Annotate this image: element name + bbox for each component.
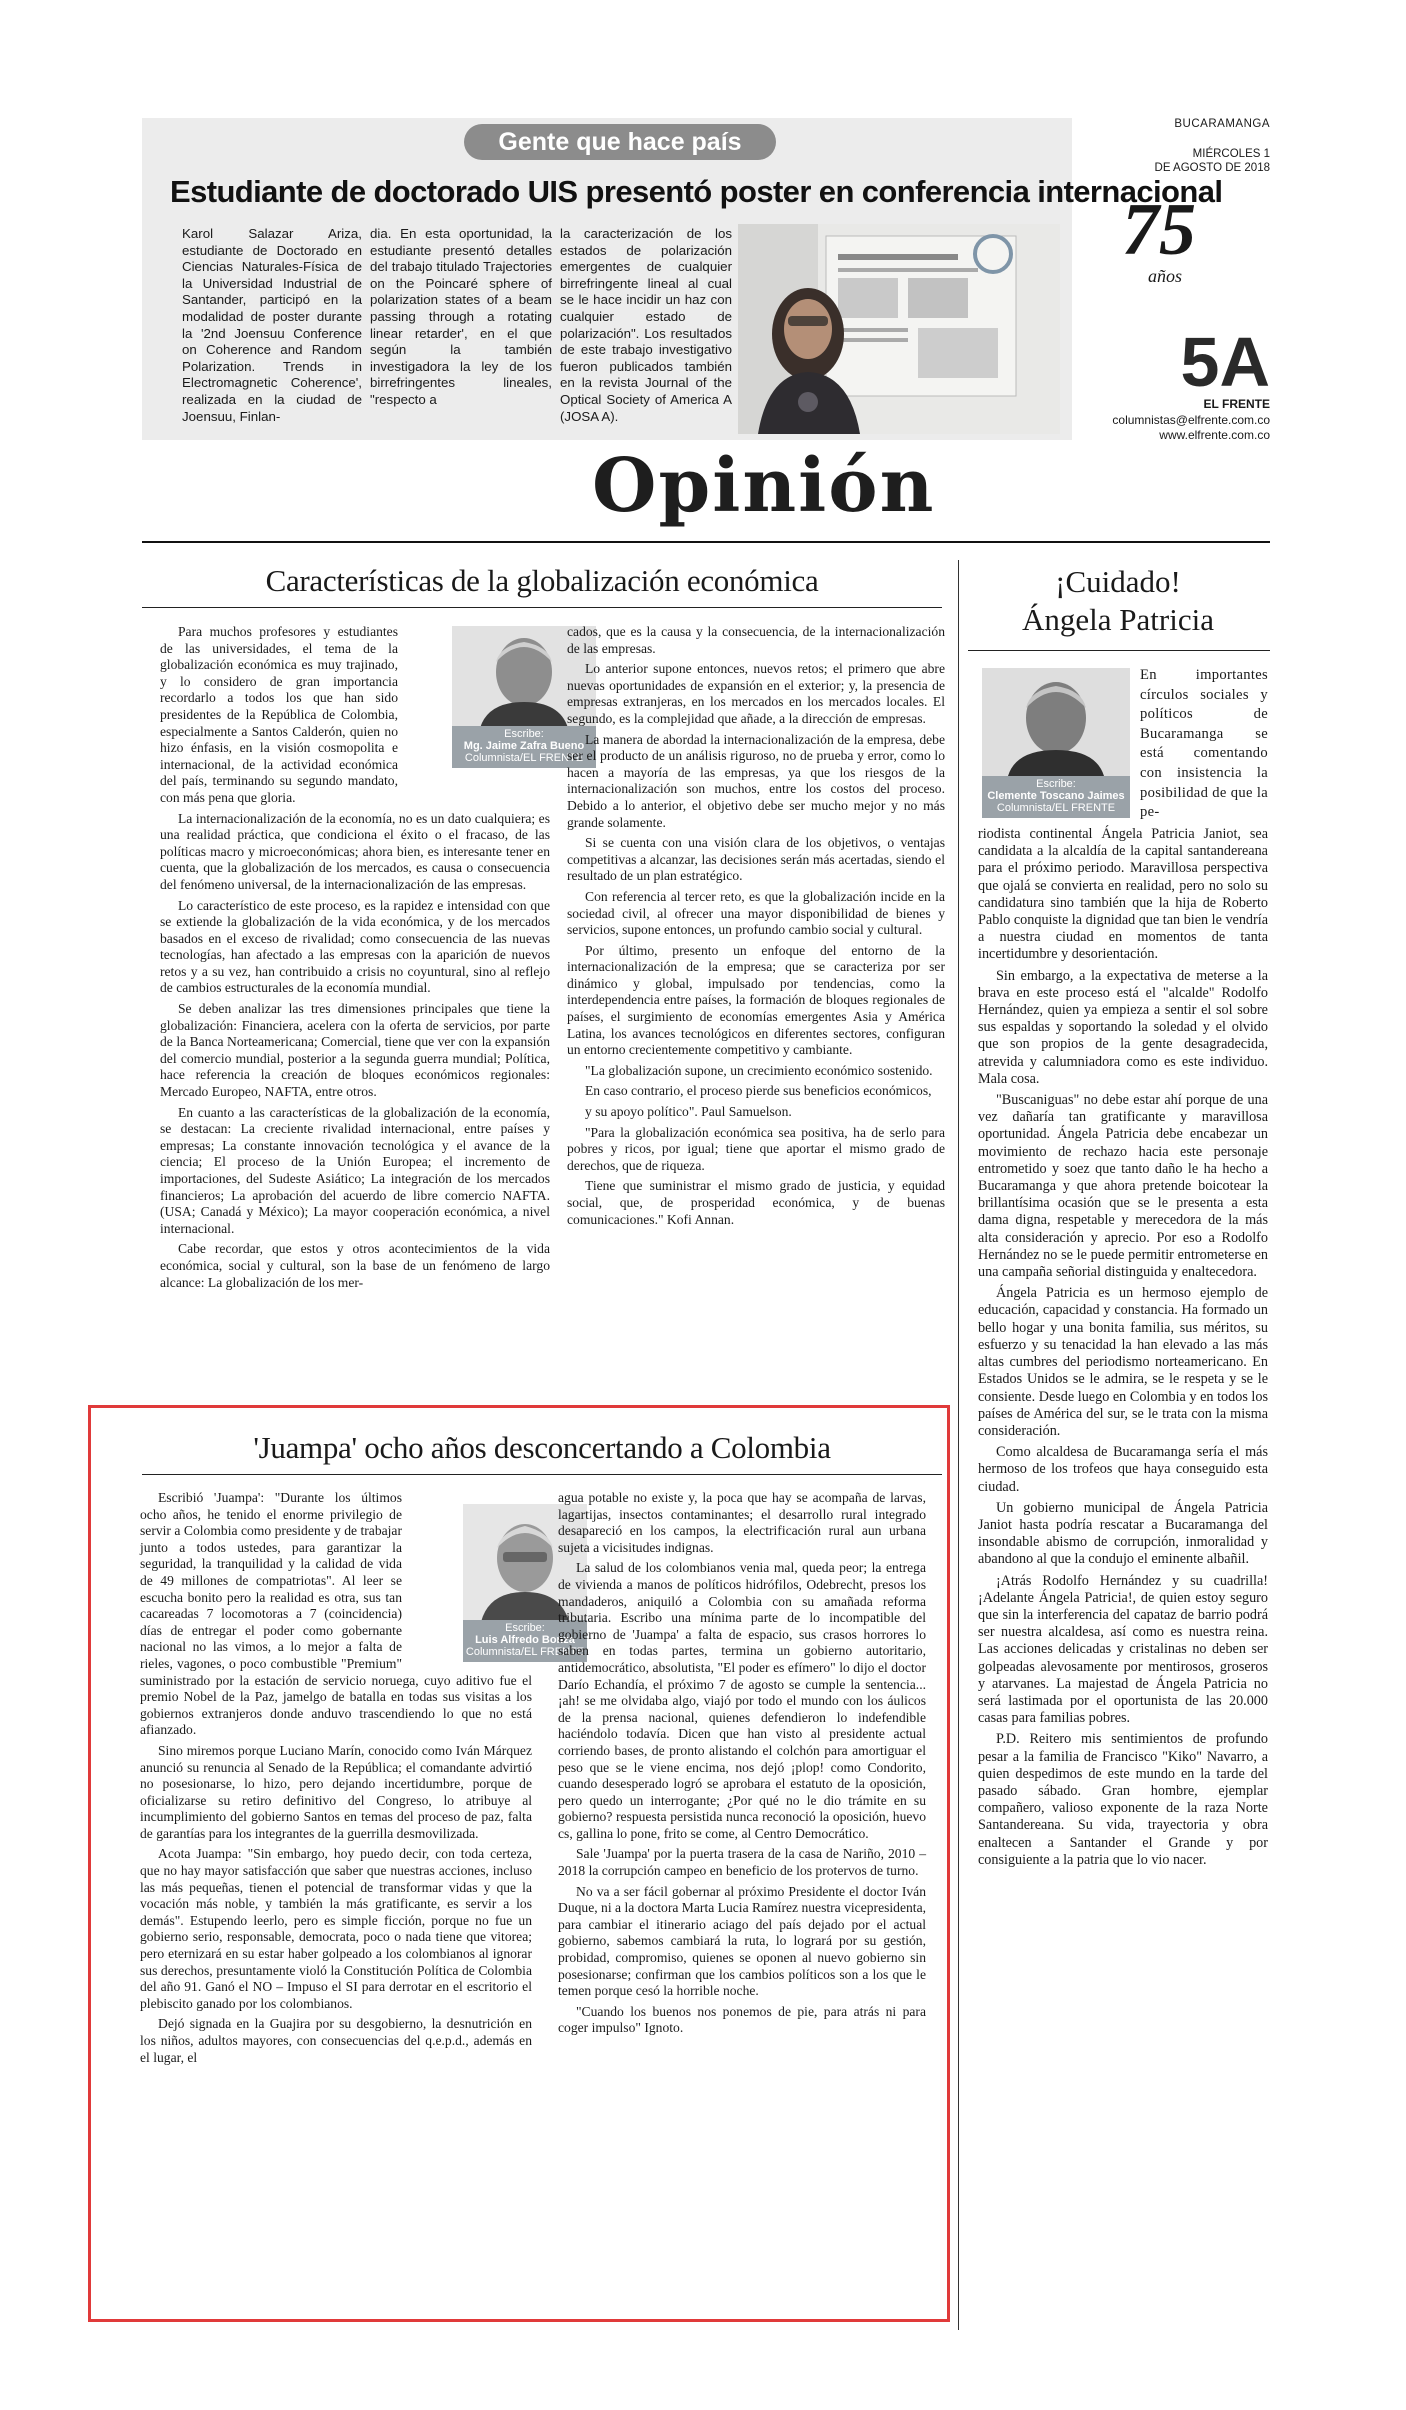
masthead-date-line1: MIÉRCOLES 1	[1192, 148, 1270, 160]
article1-para: La internacionalización de la economía, no es un dato cualquiera; es una realidad práctica, que condiciona el éxito o el fracaso, de las políticas macro y microeconómicas; ahora bien, es interesante tener en cuenta, que la globalización de los mercados, es causa o consecuencia del fenómeno universal, de la internacionalización de las empresas.	[160, 810, 550, 892]
section-title: Opinión	[592, 443, 936, 529]
article2-para: Acota Juampa: "Sin embargo, hoy puedo decir, con toda certeza, que no hay mayor satisfacción que saber que nuestras acciones, incluso las más pequeñas, tienen el potencial de transformar vidas y que la vocación más noble, y también la más gratificante, es servir a los demás". Estupendo leerlo, pero es simple ficción, porque no fue un gobierno serio, responsable, democrata, poco o nada tiene que vitorea; pero eternizará en su estar haber golpeado a los colombianos al ignorar sus derechos, presuntamente violó la Constitución Política de Colombia del año 91. Ganó el NO – Impuso el SI para derrotar en el escritorio el plebiscito ganado por los colombianos.	[140, 1846, 532, 2011]
article2-para: agua potable no existe y, la poca que hay se acompaña de larvas, lagartijas, insectos contaminantes; el desarrollo rural integrado desapareció en los campos, la electrificación rural aun urbana sujeta a vicisitudes indignas.	[558, 1490, 926, 1555]
paper-name: EL FRENTE	[1203, 397, 1270, 411]
article1-quote: Tiene que suministrar el mismo grado de justicia, y equidad social, que, de prosperidad económica, y de buenas comunicaciones." Kofi Annan.	[567, 1178, 945, 1227]
masthead-date	[1150, 147, 1270, 175]
article2-title: 'Juampa' ocho años desconcertando a Colombia	[253, 1430, 831, 1465]
feature-col-2: dia. En esta oportunidad, la estudiante presentó detalles del trabajo titulado Trajectories on the Poincaré sphere of polarization states of a beam passing through a rotating linear retarder', en el que según la también investigadora la ley de los birrefringentes lineales, "respecto a	[370, 226, 552, 407]
article1-para: Para muchos profesores y estudiantes de las universidades, el tema de la globalización económica es muy trajinado, y lo considero de gran importancia recordarlo a todos los que han sido presidentes de la República de Colombia, especialmente a Santos Calderón, quien no hizo énfasis, en la visión cosmopolita e internacional, de la actividad económica del país, terminando su segundo mandato, con más pena que gloria.	[160, 624, 398, 805]
article1-para: Si se cuenta con una visión clara de los objetivos, o ventajas competitivas a alcanzar, las decisiones serán más acertadas, siendo el resultado de un plan estratégico.	[567, 835, 945, 884]
article2-col-2	[558, 1490, 926, 2041]
author-label: Escribe:	[1036, 778, 1076, 790]
page-number: 5A	[1180, 323, 1270, 401]
article3-title-line1: ¡Cuidado!	[1055, 564, 1181, 599]
article3-para: "Buscaniguas" no debe estar ahí porque de una vez dañaría tan gratificante y maravillosa oportunidad. Ángela Patricia debe encabezar un movimiento de rechazo hacia este personaje entrometido y soez que tanto daño le ha hecho a Bucaramanga y que ahora pretende boicotear la brillantísima ocasión que se le presenta a esta dama digna, respetable y merecedora de la más alta consideración y aprecio. Por eso a Rodolfo Hernández no se le puede permitir entrometerse en una campaña señorial distinguida y enaltecedora.	[978, 1092, 1268, 1281]
author-label: Escribe:	[504, 728, 544, 740]
article2-para: Sino miremos porque Luciano Marín, conocido como Iván Márquez anunció su renuncia al Senado de la República; el comandante advirtió no posesionarse, lo hizo, pero dejando incertidumbre, porque de oficializarse su retiro definitivo del Congreso, lo atribuye al incumplimiento del gobierno Santos en temas del proceso de paz, falta de garantías para los integrantes de la guerrilla desmovilizada.	[140, 1742, 532, 1841]
anniversary-number: 75	[1122, 189, 1196, 271]
article1-para: Cabe recordar, que estos y otros acontecimientos de la vida económica, social y cultural, son la base de un fenómeno de largo alcance: La globalización de los mer-	[160, 1241, 550, 1290]
article1-para: Por último, presento un enfoque del entorno de la internacionalización de la empresa; que se caracteriza por ser dinámico y global, impulsado por tendencias, como la interdependencia entre países, la formación de bloques regionales de países, el surgimiento de economías emergentes Asia y América Latina, los avances tecnológicos en diferentes sectores, configuran un entorno crecientemente competitivo y cambiante.	[567, 942, 945, 1058]
article1-para: La manera de abordad la internacionalización de la empresa, debe ser el producto de un análisis riguroso, no de prueba y error, como lo hacen a mayoría de las empresas, ya que los riesgos de la internacionalización son muchos, entre los costos del proceso. Debido a lo anterior, el objetivo debe ser mucho mejor y no más grande solamente.	[567, 731, 945, 830]
feature-col-1: Karol Salazar Ariza, estudiante de Doctorado en Ciencias Naturales-Física de la Universidad Industrial de Santander, participó en la modalidad de poster durante la '2nd Joensuu Conference on Coherence and Random Polarization. Trends in Electromagnetic Coherence', realizada en la ciudad de Joensuu, Finlan-	[182, 226, 362, 424]
article1-quote: En caso contrario, el proceso pierde sus beneficios económicos,	[585, 1083, 932, 1099]
author-label: Escribe:	[505, 1622, 545, 1634]
author-name: Luis Alfredo Bonza	[475, 1634, 575, 1646]
article3-title	[968, 563, 1268, 639]
article2-para: Dejó signada en la Guajira por su desgobierno, la desnutrición en los niños, adultos mayores, con consecuencias del q.e.p.d., además en el lugar, el	[140, 2016, 532, 2065]
article3-para: Sin embargo, a la expectativa de meterse a la brava en este proceso está el "alcalde" Rodolfo Hernández, quien ya empieza a sentir el sol sobre sus espaldas y soportando la soledad y el olvido que son propios de la gente desagradecida, atrevida y calumniadora como es este individuo. Mala cosa.	[978, 967, 1268, 1087]
author-role: Columnista/EL FRENTE	[996, 802, 1116, 814]
anniversary-word: años	[1148, 266, 1183, 286]
contact-email: columnistas@elfrente.com.co	[1112, 413, 1270, 427]
article1-para: cados, que es la causa y la consecuencia, de la internacionalización de las empresas.	[567, 624, 945, 656]
article3-para: Ángela Patricia es un hermoso ejemplo de educación, capacidad y constancia. Ha formado un bello hogar y una bonita familia, sus méritos, su esfuerzo y su tenacidad la han elevado a las más altas cumbres del periodismo norteamericano. En Estados Unidos se le admira, se le respeta y se le consiente. Desde luego en Colombia y en todos los países de América del sur, se le trata con la misma consideración.	[978, 1285, 1268, 1439]
article1-para: Lo característico de este proceso, es la rapidez e intensidad con que se extiende la globalización de la vida económica, y de los mercados basados en el exceso de rivalidad; como consecuencia de las nuevas tecnologías, han afectado a las empresas con la aparición de nuevos retos y a su vez, han contribuido a crisis no coyuntural, sino al reflejo de cambios estructurales de la economía mundial.	[160, 897, 550, 996]
author-role: Columnista/EL FRENTE	[464, 752, 584, 764]
article3-para: Un gobierno municipal de Ángela Patricia Janiot hasta podría rescatar a Bucaramanga del insondable abismo de corrupción, inmoralidad y abandono al que la condujo el eminente albañil.	[978, 1499, 1268, 1568]
anniversary-logo	[1120, 190, 1210, 300]
article1-quote: y su apoyo político". Paul Samuelson.	[585, 1104, 792, 1120]
article1-quote: "La globalización supone, un crecimiento económico sostenido.	[585, 1062, 933, 1078]
article2-title-rule	[142, 1474, 942, 1475]
author-name: Clemente Toscano Jaimes	[987, 790, 1125, 802]
article2-para: No va a ser fácil gobernar al próximo Presidente el doctor Iván Duque, ni a la doctora Marta Lucia Ramírez nuestra vicepresidenta, para cambiar el itinerario aciago del país dejado por el actual gobierno, sabemos cambiará la ruta, lo logrará por su gestión, probidad, compromiso, quienes se oponen al nuevo gobierno sin posesionarse; confirman que los cambios políticos son a los que le temen porque cesó la horrible noche.	[558, 1883, 927, 1999]
article3-para: ¡Atrás Rodolfo Hernández y su cuadrilla! ¡Adelante Ángela Patricia!, de quien estoy seguro que sin la interferencia del capataz de barrio podrá ser nuestra alcaldesa, así como es nuestra reina. Las acciones delicadas y cristalinas no deben ser golpeadas alevosamente por mentirosos, groseros y atarvanes. La majestad de Ángela Patricia no será lastimada por el oportunista de las 20.000 casas para familias pobres.	[978, 1572, 1268, 1727]
article1-para: Con referencia al tercer reto, es que la globalización incide en la sociedad civil, al ofrecer una mayor disponibilidad de bienes y servicios, supone entonces, un profundo cambio social y cultural.	[567, 888, 945, 938]
author-card-toscano	[982, 668, 1130, 818]
author-role: Columnista/EL FRENTE	[465, 1646, 585, 1658]
feature-photo	[738, 224, 1060, 434]
feature-headline: Estudiante de doctorado UIS presentó poster en conferencia internacional	[170, 174, 1223, 209]
feature-kicker: Gente que hace país	[464, 124, 776, 160]
article3-body	[978, 826, 1268, 1873]
article3-para: riodista continental Ángela Patricia Janiot, sea candidata a la alcaldía de la capital santandereana para el próximo periodo. Maravillosa perspectiva que ojalá se convierta en realidad, pero no solo su candidatura sino también que la hija de Roberto Pablo conquiste la dignidad que tan bien le vendría a nuestra ciudad en momentos de tanta incertidumbre y desorientación.	[978, 826, 1268, 963]
column-divider	[958, 560, 959, 2330]
section-rule	[142, 541, 1270, 543]
author-caption-toscano	[982, 776, 1130, 818]
article1-para: Se deben analizar las tres dimensiones principales que tiene la globalización: Financiera, acelera con la oferta de servicios, por parte de la Banca Norteamericana; Comercial, tiene que ver con la expansión del comercio mundial, posterior a la segunda guerra mundial; Política, hace referencia la creación de bloques económicos regionales: Mercado Europeo, NAFTA, entre otros.	[160, 1001, 550, 1100]
masthead-city: BUCARAMANGA	[1174, 118, 1270, 130]
contact-website: www.elfrente.com.co	[1159, 428, 1270, 442]
article2-para: La salud de los colombianos venia mal, queda peor; la entrega de vivienda a manos de políticos hidrófilos, Odebrecht, presos los mandaderos, aniquiló a Colombia con su amañada reforma tributaria. Escribo una mínima parte de lo incompatible del gobierno de 'Juampa' a falta de espacio, sus crasos horrores lo saben en todas partes, termina un gobierno autoritario, antidemocrático, absolutista, "El poder es efímero" lo dijo el doctor Darío Echandía, el próximo 7 de agosto se cumple la sentencia... ¡ah! se me olvidaba algo, viajó por todo el mundo con los áulicos de la prensa nacional, quienes defendieron lo indefendible haciéndolo todavía. Dicen que han visto al presidente actual corriendo bases, de pronto alistando el colchón para amortiguar el peso que se le viene encima, nos dejó ¡plop! como Condorito, cuando desesperado logró se aprobara el estatuto de la oposición, pero quedo un interrogante; ¿Por qué no le dio trámite en su gobierno? respuesta persistida nunca reconoció la oposición, huevo cs, gallina lo pone, frito se come, al Centro Democrático.	[558, 1560, 926, 1841]
article1-col-2	[567, 624, 945, 1232]
article1-para: En cuanto a las características de la globalización de la economía, se destacan: La creciente rivalidad internacional, entre países y empresas; La constante innovación tecnológica y el avance de la ciencia; El proceso de la Unión Europea; el incremento de importaciones, del Sudeste Asiático; La integración de los mercados financieros; La aprobación del acuerdo de libre comercio NAFTA. (USA; Canadá y México); La mayor cooperación económica, a nivel internacional.	[160, 1104, 550, 1236]
article2-para: "Cuando los buenos nos ponemos de pie, para atrás ni para coger impulso" Ignoto.	[558, 2003, 926, 2036]
poster-photo-illustration	[738, 224, 1060, 434]
article3-title-rule	[968, 650, 1270, 651]
article2-para: Sale 'Juampa' por la puerta trasera de la casa de Nariño, 2010 – 2018 la corrupción campeo en beneficio de los protervos de turno.	[558, 1846, 926, 1879]
article3-title-line2: Ángela Patricia	[1022, 602, 1214, 637]
masthead-date-line2: DE AGOSTO DE 2018	[1154, 162, 1270, 174]
author-name: Mg. Jaime Zafra Bueno	[463, 740, 585, 752]
article3-para: Como alcaldesa de Bucaramanga sería el más hermoso de los trofeos que haya conseguido esta ciudad.	[978, 1444, 1268, 1495]
article1-para: Lo anterior supone entonces, nuevos retos; el primero que abre nuevas oportunidades de expansión en el exterior; y, la presencia de empresas extranjeras, en los mercados en los mercados locales. El segundo, es la complejidad que añade, a la dirección de empresas.	[567, 661, 945, 726]
article1-title-rule	[142, 607, 942, 608]
article1-quote: "Para la globalización económica sea positiva, ha de serlo para pobres y ricos, por igual; tiene que aportar el mismo grado de derechos, que de riqueza.	[567, 1124, 945, 1173]
article3-side-text: En importantes círculos sociales y políticos de Bucaramanga se está comentando con insistencia la posibilidad de que la pe-	[1140, 667, 1268, 821]
feature-col-3: la caracterización de los estados de polarización emergentes de cualquier birrefringente lineal al cual se le hace incidir un haz con cualquier estado de polarización". Los resultados de este trabajo investigativo fueron publicados también en la revista Journal of the Optical Society of America A (JOSA A).	[560, 226, 732, 424]
author-photo-toscano	[982, 668, 1130, 776]
article1-title: Características de la globalización económica	[265, 563, 819, 598]
article3-para: P.D. Reitero mis sentimientos de profundo pesar a la familia de Francisco "Kiko" Navarro, a quien despedimos de este mundo en la tarde del pasado sábado. Gran hombre, ejemplar compañero, valioso exponente de la raza Norte Santandereana. Su vida, trayectoria y obra enaltecen a Santander el Grande y por consiguiente a la patria que lo vio nacer.	[978, 1731, 1268, 1868]
article2-para: Escribió 'Juampa': "Durante los últimos ocho años, he tenido el enorme privilegio de servir a Colombia como presidente y de trabajar junto a todos ustedes, para garantizar la seguridad, la tranquilidad y la calidad de vida de 49 millones de compatriotas". Al leer se escucha bonito pero la realidad es otra, sus tan cacareadas 7 locomotoras a 7 (coincidencia) días de entregar el poder como gobernante nacional no las vimos, a lo mejor a falta de rieles, vagones, o poco combustible "Premium" suministrado por la estación de servicio noruega, cuyo aditivo fue el premio Nobel de la Paz, jamelgo de batalla en todas sus visitas a los gobiernos extranjeros donde anduvo trascendiendo lo que no está afianzado.	[140, 1490, 532, 1738]
